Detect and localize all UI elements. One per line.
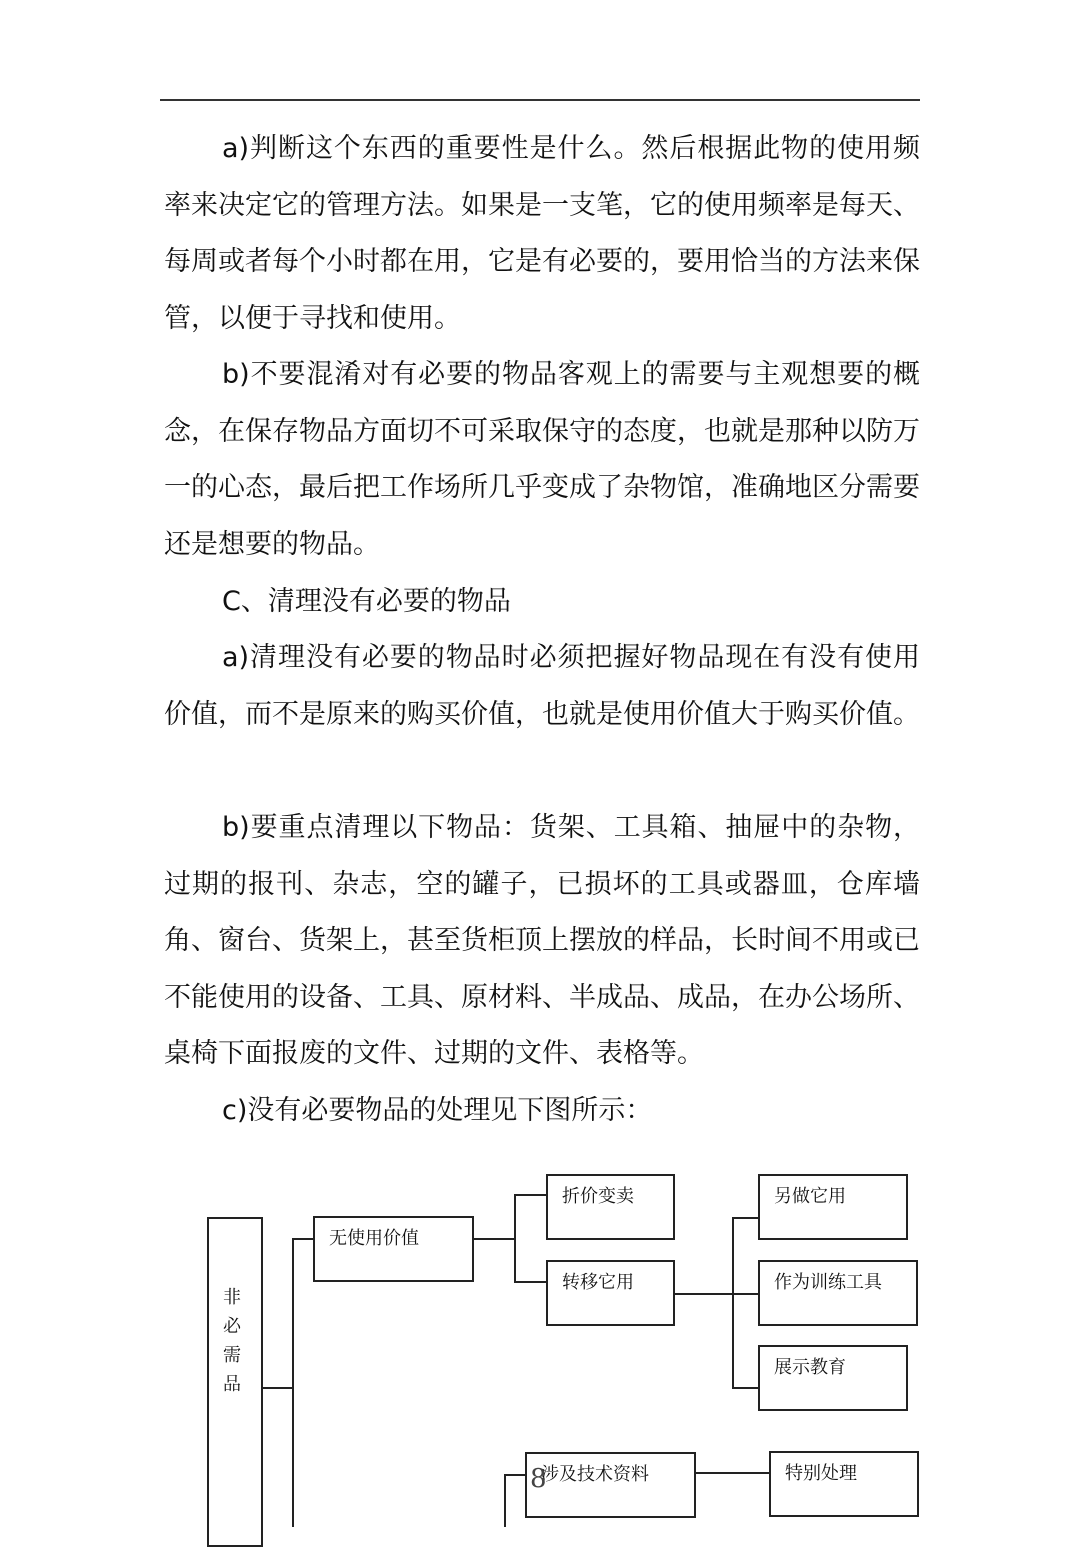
page-number-marker: 8 [530,1464,547,1494]
section-heading-clear: C、清理没有必要的物品 [222,586,511,617]
box-special-handling: 特别处理 [769,1451,919,1517]
connector-to-display [732,1387,759,1389]
box-training-tool: 作为训练工具 [758,1260,918,1326]
connector-tech-trunk [504,1474,506,1527]
connector-to-no-value [292,1238,315,1240]
connector-to-discount [514,1194,547,1196]
box-tech-docs: 涉及技术资料 [525,1452,696,1518]
box-other-use: 另做它用 [758,1174,908,1240]
box-non-essential [207,1217,263,1547]
box-no-use-value: 无使用价值 [313,1216,474,1282]
connector-no-value-out [473,1238,515,1240]
connector-root-trunk [292,1238,294,1527]
connector-root-h [262,1387,293,1389]
paragraph-importance: a)判断这个东西的重要性是什么。然后根据此物的使用频率来决定它的管理方法。如果是一支笔，它的使用频率是每天、每周或者每个小时都在用，它是有必要的，要用恰当的方法来保管，以便于寻找和使用。 [164,133,920,334]
box-non-essential-label: 非必需品 [223,1287,241,1395]
paragraph-need-vs-want: b)不要混淆对有必要的物品客观上的需要与主观想要的概念，在保存物品方面切不可采取保守的态度，也就是那种以防万一的心态，最后把工作场所几乎变成了杂物馆，准确地区分需要还是想要的物品。 [164,359,920,560]
box-transfer-use: 转移它用 [546,1260,675,1326]
header-rule [160,99,920,101]
box-discount-sale: 折价变卖 [546,1174,675,1240]
box-display-education: 展示教育 [758,1345,908,1411]
connector-to-training [732,1293,759,1295]
connector-branch-trunk [514,1194,516,1282]
connector-use-trunk [732,1217,734,1388]
paragraph-items-list: b)要重点清理以下物品：货架、工具箱、抽屉中的杂物，过期的报刊、杂志，空的罐子，已损坏的工具或器皿，仓库墙角、窗台、货架上，甚至货柜顶上摆放的样品，长时间不用或已不能使用的设备、工具、原材料、半成品、成品，在办公场所、桌椅下面报废的文件、过期的文件、表格等。 [164,812,920,1070]
connector-to-other-use [732,1217,759,1219]
connector-to-transfer [514,1281,547,1283]
paragraph-diagram-intro: c)没有必要物品的处理见下图所示： [222,1095,653,1126]
paragraph-use-value: a)清理没有必要的物品时必须把握好物品现在有没有使用价值，而不是原来的购买价值，也就是使用价值大于购买价值。 [164,642,920,730]
connector-transfer-out [674,1293,733,1295]
connector-tech-out [695,1472,770,1474]
connector-to-tech-docs [504,1474,526,1476]
